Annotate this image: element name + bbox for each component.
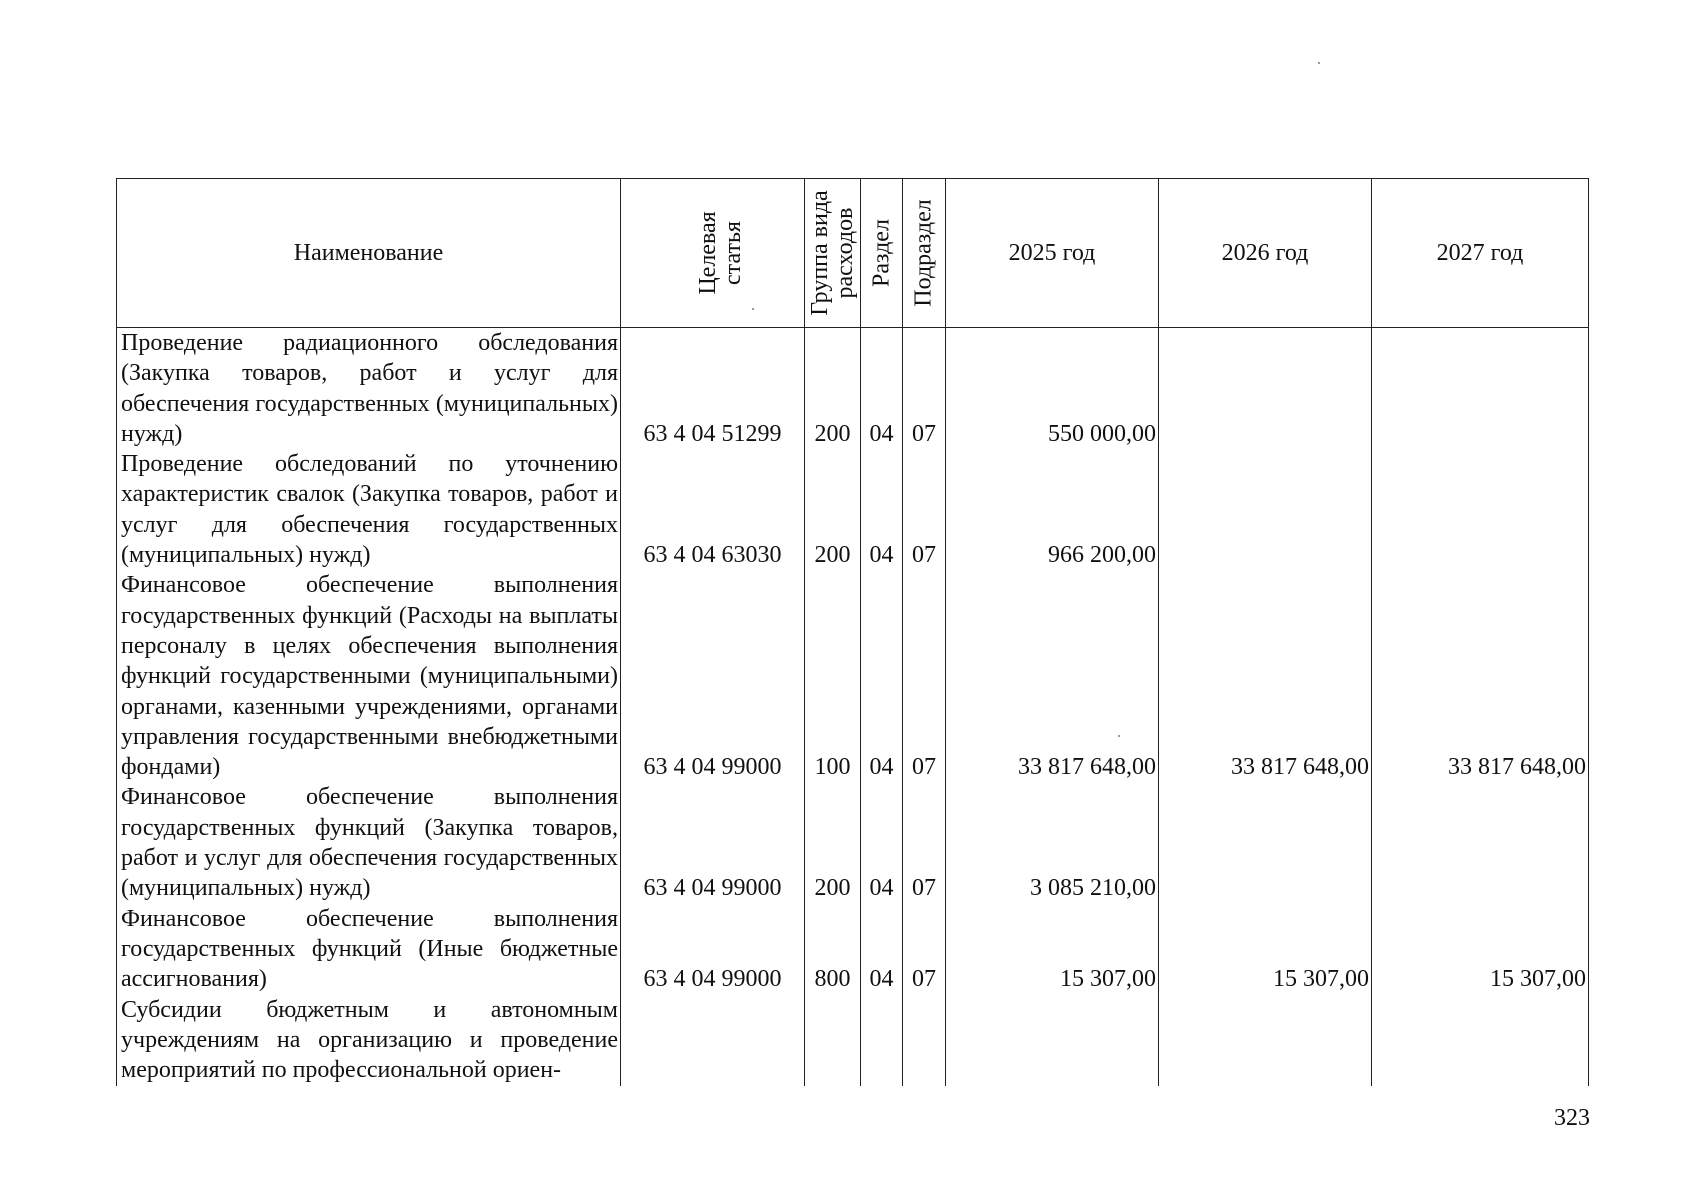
row-section: 04 [861, 570, 903, 782]
scan-speck [1118, 735, 1120, 737]
row-2025 [946, 995, 1159, 1086]
row-name: Проведение обследований по уточнению характеристик свалок (Закупка товаров, работ и услуг для обеспечения государственных (муниципальных) нужд) [117, 449, 621, 570]
row-group: 100 [805, 570, 861, 782]
header-group-line2: расходов [831, 207, 858, 299]
header-target-article [621, 179, 805, 328]
row-2025: 15 307,00 [946, 904, 1159, 995]
header-subsection [903, 179, 946, 328]
header-section [861, 179, 903, 328]
row-subsection: 07 [903, 904, 946, 995]
header-2027: 2027 год [1372, 179, 1589, 328]
row-2026: 33 817 648,00 [1159, 570, 1372, 782]
row-2026 [1159, 782, 1372, 903]
header-group-line1: Группа вида [806, 190, 833, 316]
row-target [621, 995, 805, 1086]
row-2025: 3 085 210,00 [946, 782, 1159, 903]
row-2026 [1159, 449, 1372, 570]
header-2026: 2026 год [1159, 179, 1372, 328]
row-2025: 33 817 648,00 [946, 570, 1159, 782]
row-section: 04 [861, 782, 903, 903]
row-section: 04 [861, 904, 903, 995]
header-expense-group [805, 179, 861, 328]
row-2025: 966 200,00 [946, 449, 1159, 570]
scan-speck [752, 308, 754, 310]
row-2026: 15 307,00 [1159, 904, 1372, 995]
row-target: 63 4 04 99000 [621, 570, 805, 782]
header-2025: 2025 год [946, 179, 1159, 328]
row-2027: 33 817 648,00 [1372, 570, 1589, 782]
row-2026 [1159, 328, 1372, 450]
row-target: 63 4 04 99000 [621, 904, 805, 995]
table-row [117, 904, 1589, 995]
header-name: Наименование [117, 179, 621, 328]
page-number: 323 [1554, 1105, 1590, 1131]
row-2027 [1372, 328, 1589, 450]
row-name: Финансовое обеспечение выполнения государственных функций (Закупка товаров, работ и услуг для обеспечения государственных (муниципальных) нужд) [117, 782, 621, 903]
row-target: 63 4 04 51299 [621, 328, 805, 450]
row-2027 [1372, 449, 1589, 570]
row-target: 63 4 04 99000 [621, 782, 805, 903]
row-subsection: 07 [903, 782, 946, 903]
table-header-row [117, 179, 1589, 328]
row-2025: 550 000,00 [946, 328, 1159, 450]
header-target-line1: Целевая [694, 211, 721, 295]
row-name: Финансовое обеспечение выполнения государственных функций (Расходы на выплаты персоналу в целях обеспечения выполнения функций государственными (муниципальными) органами, казенными учреждениями, органами управления государственными внебюджетными фондами) [117, 570, 621, 782]
row-group: 200 [805, 782, 861, 903]
budget-table [116, 178, 1589, 1086]
row-2027 [1372, 782, 1589, 903]
row-target: 63 4 04 63030 [621, 449, 805, 570]
row-name: Субсидии бюджетным и автономным учреждениям на организацию и проведение мероприятий по профессиональной ориен- [117, 995, 621, 1086]
row-2027 [1372, 995, 1589, 1086]
row-2026 [1159, 995, 1372, 1086]
row-subsection: 07 [903, 328, 946, 450]
table-row [117, 995, 1589, 1086]
row-group: 200 [805, 449, 861, 570]
row-subsection: 07 [903, 449, 946, 570]
header-target-line2: статья [719, 221, 746, 285]
row-name: Финансовое обеспечение выполнения государственных функций (Иные бюджетные ассигнования) [117, 904, 621, 995]
row-section: 04 [861, 449, 903, 570]
row-group [805, 995, 861, 1086]
table-row [117, 449, 1589, 570]
row-subsection: 07 [903, 570, 946, 782]
row-2027: 15 307,00 [1372, 904, 1589, 995]
table-row [117, 570, 1589, 782]
header-subsection-label: Подраздел [910, 199, 937, 307]
row-name: Проведение радиационного обследования (Закупка товаров, работ и услуг для обеспечения государственных (муниципальных) нужд) [117, 328, 621, 450]
row-section: 04 [861, 328, 903, 450]
scan-speck [1318, 62, 1320, 64]
budget-table-page [116, 178, 1588, 1085]
row-group: 200 [805, 328, 861, 450]
table-row [117, 782, 1589, 903]
header-section-label: Раздел [868, 219, 894, 287]
row-section [861, 995, 903, 1086]
table-row [117, 328, 1589, 450]
row-group: 800 [805, 904, 861, 995]
row-subsection [903, 995, 946, 1086]
